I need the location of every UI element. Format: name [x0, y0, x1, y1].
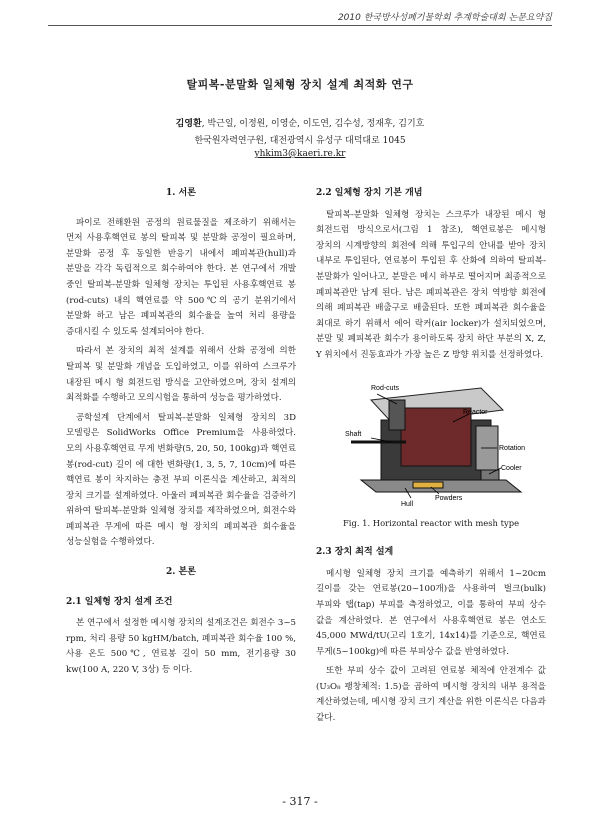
co-authors: , 박근일, 이정원, 이영순, 이도연, 김수성, 정재후, 김기호 [201, 119, 425, 129]
figure-caption: Fig. 1. Horizontal reactor with mesh type [342, 517, 520, 528]
author-list [0, 116, 600, 129]
section-heading-intro: 1. 서론 [166, 188, 196, 198]
label-powders: Powders [435, 494, 463, 502]
label-rotation: Rotation [499, 444, 526, 452]
paragraph: 따라서 본 장치의 최적 설계를 위해서 산화 공정에 의한 탈피복 및 분말화 개념을 도입하였고, 이를 위하여 스크루가 내장된 메시 형 회전드럼 방식을 고안하였으며, 장치 설계의 최적화를 수행하고 모의시험을 통하여 성능을 평가하였다. [66, 346, 296, 404]
reactor-figure [331, 370, 531, 510]
paragraph: 또한 부피 상수 값이 고려된 연료봉 체적에 안전계수 값(U₃O₈ 팽창체적: 1.5)을 곱하여 메시형 장치의 내부 용적을 계산하였는데, 메시형 장치 크기 계산을 위한 이론식은 다음과 같다. [316, 666, 546, 724]
right-column [316, 186, 546, 731]
left-column [66, 186, 296, 683]
subsection-heading-2-3: 2.3 장치 최적 설계 [316, 547, 394, 558]
label-rod-cuts: Rod-cuts [371, 384, 400, 392]
paragraph: 파이로 전해환원 공정의 원료물질을 제조하기 위해서는 먼저 사용후핵연료 봉의 탈피복 및 분말화 공정이 필요하며, 분말화 공정 후 동일한 반응기 내에서 폐피복관(hull)과 분말을 각각 독립적으로 회수하여야 한다. 본 연구에서 개발 중인 탈피복-분말화 일체형 장치는 투입된 사용후핵연료 봉(rod-cuts) 내의 핵연료를 약 500℃의 공기 분위기에서 분말화 하고 남은 폐피복관의 회수율을 높여 처리 용량을 증대시킬 수 있도록 설계되어야 한다. [66, 217, 296, 337]
subsection-heading-2-1: 2.1 일체형 장치 설계 조건 [66, 596, 173, 607]
header-rule [48, 25, 552, 26]
conference-header: 2010 한국방사성폐기물학회 추계학술대회 논문요약집 [337, 13, 552, 23]
affiliation: 한국원자력연구원, 대전광역시 유성구 대덕대로 1045 [194, 136, 406, 146]
label-cooler: Cooler [501, 464, 522, 472]
page-number: - 317 - [282, 795, 318, 808]
label-shaft: Shaft [345, 430, 362, 438]
section-heading-body: 2. 본론 [166, 567, 196, 578]
first-author: 김영환 [175, 119, 202, 129]
paragraph: 본 연구에서 설정한 메시형 장치의 설계조건은 회전수 3~5 rpm, 처리 용량 50 kgHM/batch, 폐피복관 회수율 100 %, 사용 온도 500℃, 연료봉 길이 50 mm, 전기용량 30 kw(100 A, 220 V, 3상) 등 이다. [66, 618, 296, 676]
subsection-heading-2-2: 2.2 일체형 장치 기본 개념 [316, 188, 423, 198]
paragraph: 공학설계 단계에서 탈피복-분말화 일체형 장치의 3D 모델링은 SolidWorks Office Premium을 사용하였다. 모의 사용후핵연료 무게 변화량(5, 20, 50, 100kg)과 핵연료 봉(rod-cut) 길이 에 대한 변화량(1, 3, 5, 7, 10cm)에 따른 핵연료 봉이 차지하는 충전 부피 이론식을 계산하고, 최적의 장치 크기를 설계하였다. 아울러 폐피복관 회수율을 검증하기 위하여 탈피복-분말화 일체형 장치를 제작하였으며, 회전수와 폐피복관 무게에 따른 메시 형 장치의 폐피복관 회수율을 성능실험을 수행하였다. [66, 412, 296, 548]
paragraph: 탈피복-분말화 일체형 장치는 스크루가 내장된 메시 형 회전드럼 방식으로서(그림 1 참조), 핵연료봉은 메시형 장치의 시계방향의 회전에 의해 투입구의 안내를 받아 장치 내부로 투입된다, 연료봉이 투입된 후 산화에 의하여 탈피복-분말화가 일어나고, 분말은 메시 하부로 떨어지며 최종적으로 폐피복관만 남게 된다. 남은 폐피복관은 장치 역방향 회전에 의해 폐피복관 배출구로 배출된다. 또한 폐피복관 회수율을 최대로 하기 위해서 에어 락커(air locker)가 설치되었으며, 분말 및 폐피복관 회수가 용이하도록 장치 하단 부분의 X, Z, Y 위치에서 진동효과가 가장 높은 Z 방향 위치를 선정하였다. [316, 209, 546, 360]
label-reactor: Reactor [463, 408, 488, 416]
label-hull: Hull [401, 500, 414, 508]
author-email: yhkim3@kaeri.re.kr [254, 149, 346, 159]
paragraph: 메시형 일체형 장치 크기를 예측하기 위해서 1~20cm 길이를 갖는 연료봉(20~100개)을 사용하여 벌크(bulk) 부피와 탭(tap) 부피를 측정하였고, 이를 통하여 부피 상수 값을 계산하였다. 본 연구에서 사용후핵연료 봉은 연소도 45,000 MWd/tU(고리 1호기, 14x14)를 기준으로, 핵연료 무게(5~100kg)에 따른 부피상수 값을 반영하였다. [316, 568, 546, 657]
reactor-diagram [331, 370, 531, 510]
paper-title: 탈피복-분말화 일체형 장치 설계 최적화 연구 [186, 78, 414, 91]
